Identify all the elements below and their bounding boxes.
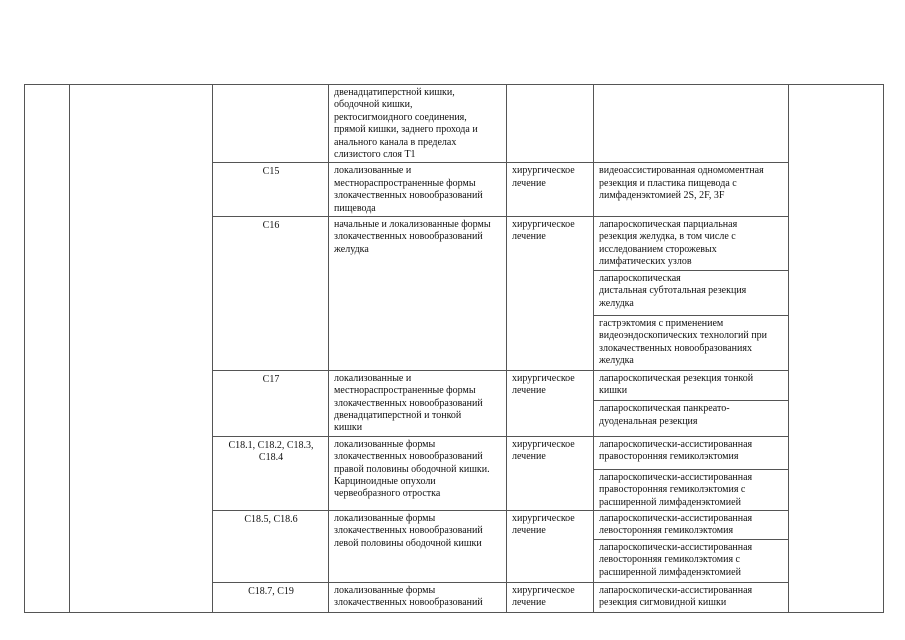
text-line: лечение — [512, 385, 546, 397]
text-line: лимфаденэктомией 2S, 2F, 3F — [599, 190, 725, 202]
diagnosis-description-cell — [329, 510, 507, 582]
text-line: кишки — [599, 385, 628, 397]
text-line: лапароскопическая панкреато- — [599, 403, 730, 415]
treatment-type-cell — [507, 436, 594, 510]
text-line: хирургическое — [512, 165, 575, 177]
cost-column-cell — [789, 85, 884, 613]
text-line: желудка — [599, 297, 634, 309]
text-line: лапароскопическая резекция тонкой — [599, 372, 754, 384]
text-line: C18.1, C18.2, C18.3, — [228, 439, 314, 451]
table-row — [25, 85, 884, 163]
text-line: червеобразного отростка — [334, 488, 441, 500]
text-line: местнораспространенные формы — [334, 385, 476, 397]
text-line: видеоэндоскопических технологий при — [599, 330, 767, 342]
text-line: прямой кишки, заднего прохода и — [334, 124, 478, 136]
text-line: лапароскопически-ассистированная — [599, 438, 753, 450]
treatment-type-cell — [507, 510, 594, 582]
diagnosis-description-cell — [329, 85, 507, 163]
treatment-type-cell — [507, 582, 594, 612]
text-line: пищевода — [334, 202, 376, 214]
text-line: лапароскопически-ассистированная — [599, 541, 753, 553]
text-line: злокачественных новообразований — [334, 597, 483, 609]
treatment-method-cell — [594, 582, 789, 612]
medical-procedures-table — [24, 84, 884, 613]
text-line: лапароскопически-ассистированная — [599, 512, 753, 524]
text-line: хирургическое — [512, 219, 575, 231]
icd-code-cell — [213, 85, 329, 163]
diagnosis-description-cell — [329, 436, 507, 510]
treatment-type-cell — [507, 163, 594, 217]
text-line: локализованные формы — [334, 584, 436, 596]
icd-code-cell — [213, 217, 329, 371]
text-line: хирургическое — [512, 438, 575, 450]
text-line: злокачественных новообразованиях — [599, 342, 752, 354]
text-line: ободочной кишки, — [334, 99, 413, 111]
text-line: C17 — [262, 373, 280, 385]
text-line: лапароскопическая парциальная — [599, 219, 738, 231]
text-line: расширенной лимфаденэктомией — [599, 566, 741, 578]
treatment-method-cell — [594, 539, 789, 582]
text-line: лечение — [512, 177, 546, 189]
text-line: правой половины ободочной кишки. — [334, 463, 490, 475]
text-line: начальные и локализованные формы — [334, 219, 491, 231]
treatment-method-cell — [594, 401, 789, 437]
text-line: расширенной лимфаденэктомией — [599, 496, 741, 508]
text-line: правосторонняя гемиколэктомия с — [599, 484, 746, 496]
treatment-method-cell — [594, 163, 789, 217]
text-line: кишки — [334, 422, 363, 434]
treatment-method-cell — [594, 315, 789, 370]
treatment-type-cell — [507, 85, 594, 163]
text-line: правосторонняя гемиколэктомия — [599, 451, 739, 463]
text-line: хирургическое — [512, 584, 575, 596]
text-line: лечение — [512, 597, 546, 609]
text-line: лечение — [512, 525, 546, 537]
text-line: C18.7, C19 — [248, 585, 294, 597]
icd-code-cell — [213, 510, 329, 582]
text-line: двенадцатиперстной и тонкой — [334, 409, 462, 421]
treatment-method-cell — [594, 436, 789, 469]
text-line: гастрэктомия с применением — [599, 317, 724, 329]
text-line: C16 — [262, 220, 280, 232]
treatment-method-cell — [594, 217, 789, 271]
treatment-type-cell — [507, 217, 594, 371]
treatment-method-cell — [594, 510, 789, 539]
text-line: злокачественных новообразований — [334, 451, 483, 463]
treatment-method-cell — [594, 85, 789, 163]
treatment-type-cell — [507, 370, 594, 436]
diagnosis-description-cell — [329, 582, 507, 612]
text-line: дуоденальная резекция — [599, 415, 698, 427]
text-line: C18.4 — [258, 452, 284, 464]
text-line: Карциноидные опухоли — [334, 475, 436, 487]
text-line: локализованные формы — [334, 438, 436, 450]
text-line: резекция желудка, в том числе с — [599, 231, 736, 243]
text-line: лапароскопически-ассистированная — [599, 584, 753, 596]
text-line: двенадцатиперстной кишки, — [334, 87, 455, 98]
text-line: резекция и пластика пищевода с — [599, 177, 737, 189]
icd-code-cell — [213, 163, 329, 217]
text-line: злокачественных новообразований — [334, 231, 483, 243]
group-name-column-cell — [70, 85, 213, 613]
text-line: C15 — [262, 166, 280, 178]
icd-code-cell — [213, 582, 329, 612]
text-line: локализованные и — [334, 372, 412, 384]
text-line: слизистого слоя T1 — [334, 149, 416, 161]
text-line: злокачественных новообразований — [334, 525, 483, 537]
text-line: лапароскопическая — [599, 272, 681, 284]
text-line: C18.5, C18.6 — [244, 513, 298, 525]
treatment-method-cell — [594, 469, 789, 510]
text-line: локализованные формы — [334, 512, 436, 524]
diagnosis-description-cell — [329, 217, 507, 371]
treatment-method-cell — [594, 370, 789, 400]
diagnosis-description-cell — [329, 370, 507, 436]
text-line: видеоассистированная одномоментная — [599, 165, 764, 177]
text-line: желудка — [334, 243, 369, 255]
text-line: дистальная субтотальная резекция — [599, 285, 747, 297]
text-line: местнораспространенные формы — [334, 177, 476, 189]
text-line: злокачественных новообразований — [334, 397, 483, 409]
text-line: локализованные и — [334, 165, 412, 177]
text-line: левосторонняя гемиколэктомия — [599, 525, 734, 537]
diagnosis-description-cell — [329, 163, 507, 217]
text-line: ректосигмоидного соединения, — [334, 111, 467, 123]
text-line: исследованием сторожевых — [599, 243, 717, 255]
index-column-cell — [25, 85, 70, 613]
icd-code-cell — [213, 436, 329, 510]
text-line: хирургическое — [512, 372, 575, 384]
text-line: левосторонняя гемиколэктомия с — [599, 554, 740, 566]
text-line: злокачественных новообразований — [334, 190, 483, 202]
text-line: лечение — [512, 451, 546, 463]
text-line: лимфатических узлов — [599, 256, 692, 268]
text-line: желудка — [599, 354, 634, 366]
text-line: лечение — [512, 231, 546, 243]
icd-code-cell — [213, 370, 329, 436]
text-line: резекция сигмовидной кишки — [599, 597, 727, 609]
text-line: хирургическое — [512, 512, 575, 524]
text-line: анального канала в пределах — [334, 136, 457, 148]
treatment-method-cell — [594, 270, 789, 315]
text-line: лапароскопически-ассистированная — [599, 471, 753, 483]
text-line: левой половины ободочной кишки — [334, 537, 482, 549]
